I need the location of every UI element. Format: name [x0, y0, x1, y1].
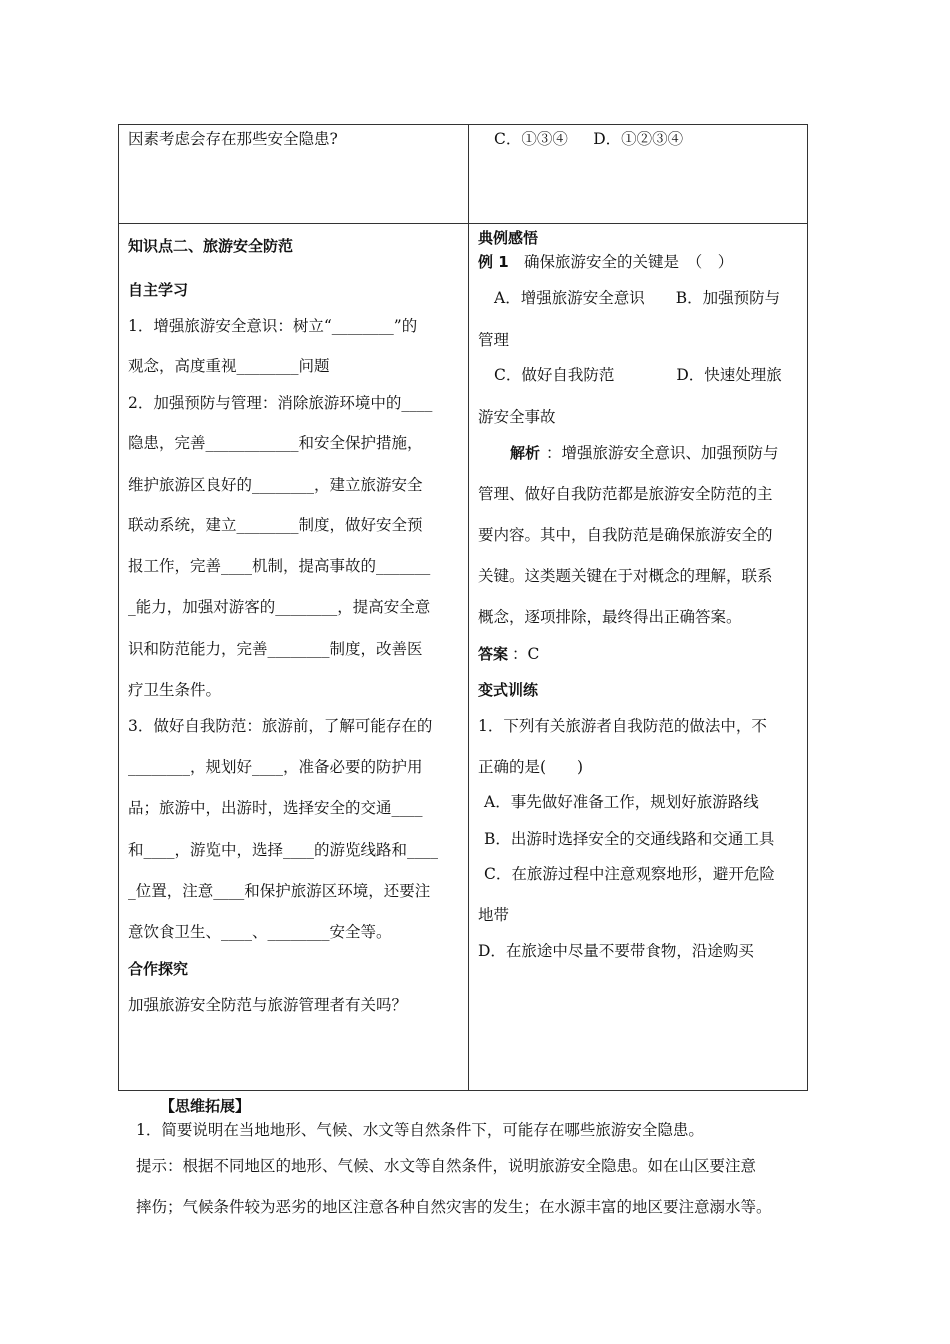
left-line: 联动系统，建立________制度，做好安全预 [128, 516, 423, 534]
analysis-line: 要内容。其中，自我防范是确保旅游安全的 [478, 526, 773, 544]
analysis-line: 关键。这类题关键在于对概念的理解，联系 [478, 567, 773, 585]
example-option-line: C．做好自我防范 D．快速处理旅 [494, 366, 782, 384]
analysis-line: 概念，逐项排除，最终得出正确答案。 [478, 608, 742, 626]
extension-question: 1．简要说明在当地地形、气候、水文等自然条件下，可能存在哪些旅游安全隐患。 [136, 1121, 704, 1139]
left-line: 报工作，完善____机制，提高事故的_______ [128, 557, 431, 575]
analysis-first-line: ：增强旅游安全意识、加强预防与 [546, 444, 779, 462]
extension-hint: 摔伤；气候条件较为恶劣的地区注意各种自然灾害的发生；在水源丰富的地区要注意溺水等。 [136, 1198, 772, 1216]
answer-label: 答案 [478, 645, 509, 663]
column-divider [468, 124, 469, 1091]
variant-option: B．出游时选择安全的交通线路和交通工具 [484, 830, 775, 848]
example-option-line: A．增强旅游安全意识 B．加强预防与 [494, 289, 781, 307]
left-line: _位置，注意____和保护旅游区环境，还要注 [128, 882, 431, 900]
example-label: 例 1 [478, 253, 509, 271]
cooperation-heading: 合作探究 [128, 960, 189, 978]
analysis-label: 解析 [510, 444, 541, 462]
left-line: 意饮食卫生、____、________安全等。 [128, 923, 392, 941]
top-right-options: C．①③④ D．①②③④ [494, 130, 684, 148]
example-heading: 典例感悟 [478, 229, 539, 247]
left-line: ________，规划好____，准备必要的防护用 [128, 758, 423, 776]
variant-heading: 变式训练 [478, 681, 539, 699]
variant-option-continued: 地带 [478, 906, 510, 924]
cooperation-question: 加强旅游安全防范与旅游管理者有关吗？ [128, 996, 408, 1014]
left-line: 品；旅游中，出游时，选择安全的交通____ [128, 799, 423, 817]
variant-line: 正确的是( ) [478, 758, 584, 776]
example-question: 确保旅游安全的关键是 （ ） [524, 253, 734, 271]
extension-hint: 提示：根据不同地区的地形、气候、水文等自然条件，说明旅游安全隐患。如在山区要注意 [136, 1157, 757, 1175]
left-line: _能力，加强对游客的________，提高安全意 [128, 598, 431, 616]
left-line: 3．做好自我防范：旅游前，了解可能存在的 [128, 717, 433, 735]
answer-value: ：C [512, 645, 540, 663]
extension-title: 【思维拓展】 [160, 1097, 251, 1115]
variant-line: 1．下列有关旅游者自我防范的做法中，不 [478, 717, 767, 735]
example-option-line: 游安全事故 [478, 408, 556, 426]
left-line: 2．加强预防与管理：消除旅游环境中的____ [128, 394, 433, 412]
left-line: 观念，高度重视________问题 [128, 357, 330, 375]
left-line: 隐患，完善____________和安全保护措施， [128, 434, 423, 452]
row-divider [118, 223, 808, 224]
left-line: 维护旅游区良好的________，建立旅游安全 [128, 476, 423, 494]
top-left-text: 因素考虑会存在那些安全隐患? [128, 130, 338, 148]
left-line: 和____，游览中，选择____的游览线路和____ [128, 841, 439, 859]
variant-option: D．在旅途中尽量不要带食物，沿途购买 [478, 942, 754, 960]
example-option-line: 管理 [478, 331, 510, 349]
left-line: 疗卫生条件。 [128, 681, 222, 699]
left-line: 识和防范能力，完善________制度，改善医 [128, 640, 423, 658]
analysis-line: 管理、做好自我防范都是旅游安全防范的主 [478, 485, 773, 503]
knowledge-heading: 知识点二、旅游安全防范 [128, 237, 294, 255]
variant-option: C．在旅游过程中注意观察地形，避开危险 [484, 865, 775, 883]
self-study-heading: 自主学习 [128, 281, 189, 299]
left-line: 1．增强旅游安全意识：树立“________”的 [128, 317, 418, 335]
variant-option: A．事先做好准备工作，规划好旅游路线 [484, 793, 759, 811]
